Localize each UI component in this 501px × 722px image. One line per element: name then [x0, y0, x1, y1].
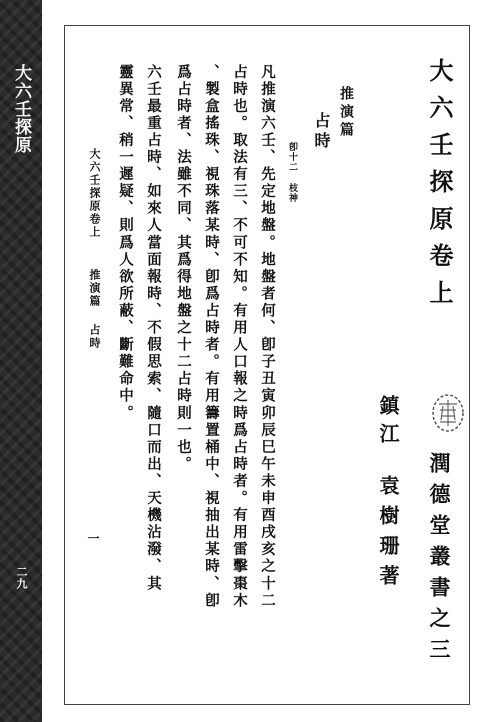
body-line: 六壬最重占時、如來人當面報時、不假思索、隨口而出、天機沾潑、其	[145, 64, 162, 593]
page-title: 大六壬探原卷上	[425, 58, 454, 317]
seal-stamp-icon	[430, 392, 466, 434]
chapter-heading: 推演篇	[338, 86, 354, 140]
footer-book: 大六壬探原卷上	[88, 148, 101, 239]
body-line: 占時也。取法有三、不可不知。有用人口報之時爲占時者。有用雷擊棗木	[231, 64, 248, 610]
body-line: 爲占時者、法雖不同、其爲得地盤之十二占時則一也。	[175, 64, 192, 474]
body-line: 靈異常、稍一遲疑、則爲人欲所蔽、斷難命中。	[117, 64, 134, 423]
footer-page-number: 一	[86, 532, 100, 544]
footer-section: 占時	[88, 324, 101, 350]
editor-place: 鎮江	[376, 395, 400, 451]
side-book-title: 大六壬探原	[11, 64, 31, 154]
side-strip	[0, 0, 42, 722]
side-page-number: 二九	[15, 566, 28, 590]
section-note: 卽十二 枝神	[287, 142, 297, 203]
footer-running-head	[86, 148, 102, 350]
body-line: 凡推演六壬、先定地盤。地盤者何、卽子丑寅卯辰巳午未申酉戌亥之十二	[259, 64, 276, 610]
footer-chapter: 推演篇	[88, 269, 101, 308]
series-title: 潤德堂叢書之三	[427, 452, 452, 669]
body-line: 、製盒搖珠、視珠落某時、卽爲占時者。有用籌置桶中、視抽出某時、卽	[203, 64, 220, 610]
editor-name: 袁樹珊著	[376, 475, 400, 595]
section-heading: 占時	[312, 112, 331, 152]
